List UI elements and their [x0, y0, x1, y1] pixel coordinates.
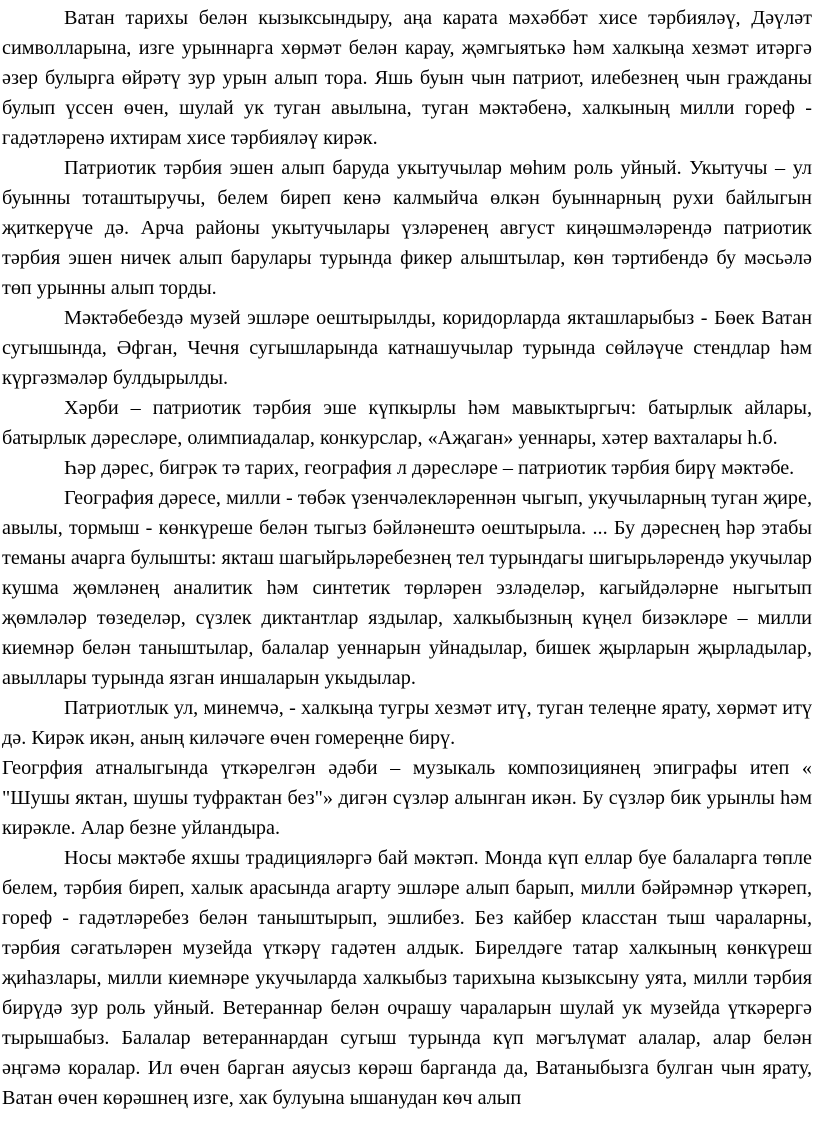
paragraph-3: Мәктәбебездә музей эшләре оештырылды, коридорларда якташларыбыз - Бөек Ватан сугышында, Әфган, Чечня сугышларында катнашучылар турында сөйләүче стендлар һәм күргәзмәләр булдырылды.	[2, 307, 812, 389]
paragraph-9: Носы мәктәбе яхшы традицияләргә бай мәктәп. Монда күп еллар буе балаларга төпле белем, тәрбия биреп, халык арасында агарту эшләре алып барып, милли бәйрәмнәр үткәреп, гореф - гадәтләребез белән таныштырып, эшлибез. Без кайбер класстан тыш чараларны, тәрбия сәгатьләрен музейда үткәрү гадәтен алдык. Бирелдәге татар халкының көнкүреш җиһазлары, милли киемнәре укучыларда халкыбыз тарихына кызыксыну уята, милли тәрбия бирүдә зур роль уйный. Ветераннар белән очрашу чараларын шулай ук музейда үткәрергә тырышабыз. Балалар ветераннардан сугыш турында күп мәгълүмат алалар, алар белән әңгәмә коралар. Ил өчен барган аяусыз көрәш барганда да, Ватаныбызга булган чын ярату, Ватан өчен көрәшнең изге, хак булуына ышанудан көч алып	[2, 847, 812, 1109]
paragraph-6: География дәресе, милли - төбәк үзенчәлекләреннән чыгып, укучыларның туган җире, авылы, тормыш - көнкүреше белән тыгыз бәйләнештә оештырыла. ... Бу дәреснең һәр этабы теманы ачарга булышты: якташ шагыйрьләребезнең тел турындагы шигырьләрендә укучылар кушма җөмләнең аналитик һәм синтетик төрләрен эзләделәр, кагыйдәләрне ныгытып җөмләләр төзеделәр, сүзлек диктантлар яздылар, халкыбызның күңел бизәкләре – милли киемнәр белән таныштылар, балалар уеннарын уйнадылар, бишек җырларын җырладылар, авыллары турында язган иншаларын укыдылар.	[2, 487, 812, 689]
paragraph-2: Патриотик тәрбия эшен алып баруда укытучылар мөһим роль уйный. Укытучы – ул буынны тоташтыручы, белем биреп кенә калмыйча өлкән буыннарның рухи байлыгын җиткерүче дә. Арча районы укытучылары үзләренең август киңәшмәләрендә патриотик тәрбия эшен ничек алып барулары турында фикер алыштылар, көн тәртибендә бу мәсьәлә төп урынны алып торды.	[2, 157, 812, 299]
paragraph-7: Патриотлык ул, минемчә, - халкыңа тугры хезмәт итү, туган телеңне ярату, хөрмәт итү дә. Кирәк икән, аның киләчәге өчен гомереңне бирү.	[2, 697, 812, 749]
paragraph-5: Һәр дәрес, бигрәк тә тарих, география л дәресләре – патриотик тәрбия бирү мәктәбе.	[64, 457, 795, 479]
paragraph-1: Ватан тарихы белән кызыксындыру, аңа карата мәхәббәт хисе тәрбияләү, Дәүләт символларына, изге урыннарга хөрмәт белән карау, җәмгыятькә һәм халкыңа хезмәт итәргә әзер булырга өйрәтү зур урын алып тора. Яшь буын чын патриот, илебезнең чын гражданы булып үссен өчен, шулай ук туган авылына, туган мәктәбенә, халкының милли гореф - гадәтләренә ихтирам хисе тәрбияләү кирәк.	[2, 7, 812, 149]
paragraph-4: Хәрби – патриотик тәрбия эше күпкырлы һәм мавыктыргыч: батырлык айлары, батырлык дәресләре, олимпиадалар, конкурслар, «Аҗаган» уеннары, хәтер вахталары h.б.	[2, 397, 812, 449]
paragraph-8: Геогрфия атналыгында үткәрелгән әдәби – музыкаль композициянең эпиграфы итеп « "Шушы яктан, шушы туфрактан без"» дигән сүзләр алынган икән. Бу сүзләр бик урынлы һәм кирәкле. Алар безне уйландыра.	[2, 757, 812, 839]
